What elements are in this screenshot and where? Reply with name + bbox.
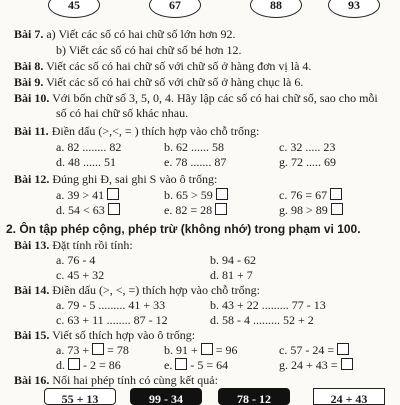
exercise-text: Điền dấu (>,<, = ) thích hợp vào chỗ trống: <box>51 124 260 138</box>
exercise-text: Đúng ghi Đ, sai ghi S vào ô trống: <box>52 172 218 186</box>
statement: e. 82 = 28 <box>164 203 213 217</box>
compare-item: d. 58 - 4 ......... 52 + 2 <box>210 313 314 327</box>
expr-post: = 78 <box>107 343 129 357</box>
true-false-item <box>56 203 120 217</box>
answer-box[interactable] <box>331 203 343 215</box>
answer-box[interactable] <box>330 188 342 200</box>
expression-card[interactable]: 55 + 13 <box>44 388 116 405</box>
expression-card[interactable]: 24 + 43 <box>313 388 385 405</box>
true-false-item <box>164 203 227 217</box>
expr-pre: c. 57 - 24 = <box>279 343 335 357</box>
exercise-label: Bài 11. <box>14 124 49 138</box>
exercise-text: a) Viết các số có hai chữ số lớn hơn 92. <box>46 27 236 41</box>
exercise-15 <box>14 328 195 342</box>
expr-post: - 2 = 86 <box>83 358 121 372</box>
statement: b. 65 > 59 <box>164 188 213 202</box>
exercise-text: Nối hai phép tính có cùng kết quả: <box>52 373 218 387</box>
exercise-7b: b) Viết các số có hai chữ số bé hơn 12. <box>56 43 242 57</box>
exercise-8 <box>14 59 311 73</box>
answer-box[interactable] <box>216 188 228 200</box>
exercise-text: Viết các số có hai chữ số với chữ số ở hàng đơn vị là 4. <box>46 59 312 73</box>
answer-box[interactable] <box>337 343 349 355</box>
number-oval: 67 <box>149 0 201 18</box>
compare-item: a. 82 ........ 82 <box>56 140 122 154</box>
number-oval: 88 <box>250 0 302 18</box>
exercise-text: Viết số thích hợp vào ô trống: <box>52 328 196 342</box>
compare-item: b. 43 + 22 ......... 77 - 13 <box>210 298 326 312</box>
true-false-item <box>279 203 343 217</box>
exercise-9 <box>14 75 303 89</box>
answer-box[interactable] <box>108 203 120 215</box>
exercise-11 <box>14 124 259 138</box>
answer-box[interactable] <box>201 343 213 355</box>
true-false-item <box>56 188 119 202</box>
true-false-item <box>279 188 342 202</box>
fill-item <box>279 343 349 357</box>
exercise-7 <box>14 27 236 41</box>
expr-post: - 5 = 64 <box>190 358 229 372</box>
statement: g. 98 > 89 <box>279 203 328 217</box>
exercise-label: Bài 8. <box>14 59 44 73</box>
exercise-label: Bài 15. <box>14 328 50 342</box>
answer-box[interactable] <box>175 358 187 370</box>
calc-item: b. 94 - 62 <box>210 253 256 267</box>
exercise-14 <box>14 283 260 297</box>
exercise-label: Bài 7. <box>14 27 44 41</box>
expr-pre: b. 91 + <box>164 343 198 357</box>
compare-item: c. 63 + 11 ........ 87 - 12 <box>56 313 168 327</box>
exercise-12 <box>14 172 217 186</box>
answer-box[interactable] <box>92 343 104 355</box>
exercise-label: Bài 9. <box>14 75 44 89</box>
expression-card[interactable]: 99 - 34 <box>130 388 202 405</box>
answer-box[interactable] <box>341 358 353 370</box>
exercise-16 <box>14 373 218 387</box>
calc-item: c. 45 + 32 <box>56 268 105 282</box>
exercise-label: Bài 16. <box>14 373 50 387</box>
fill-item <box>279 358 353 372</box>
exercise-10-line2: số có hai chữ số khác nhau. <box>56 106 189 120</box>
exercise-label: Bài 10. <box>14 91 50 105</box>
fill-item <box>56 358 121 372</box>
expr-pre: d. <box>56 358 65 372</box>
statement: a. 39 > 41 <box>56 188 105 202</box>
compare-item: c. 32 ..... 23 <box>279 140 336 154</box>
exercise-13 <box>14 238 133 252</box>
answer-box[interactable] <box>215 203 227 215</box>
expr-pre: a. 73 + <box>56 343 90 357</box>
compare-item: d. 48 ...... 51 <box>56 155 116 169</box>
calc-item: d. 81 + 7 <box>210 268 253 282</box>
calc-item: a. 76 - 4 <box>56 253 96 267</box>
exercise-text: Điền dấu (>, <, =) thích hợp vào chỗ trống: <box>52 283 260 297</box>
exercise-label: Bài 12. <box>14 172 50 186</box>
fill-item <box>164 358 228 372</box>
exercise-10 <box>14 91 378 105</box>
compare-item: g. 72 ..... 69 <box>279 155 336 169</box>
expression-card[interactable]: 78 - 12 <box>218 388 290 405</box>
expr-post: = 96 <box>215 343 238 357</box>
exercise-label: Bài 13. <box>14 238 50 252</box>
compare-item: e. 78 ....... 87 <box>164 155 227 169</box>
expr-pre: e. <box>164 358 173 372</box>
compare-item: a. 79 - 5 ......... 41 + 33 <box>56 298 166 312</box>
statement: c. 76 = 67 <box>279 188 328 202</box>
exercise-label: Bài 14. <box>14 283 50 297</box>
number-oval: 93 <box>328 0 380 18</box>
number-oval: 45 <box>48 0 100 18</box>
statement: d. 54 < 63 <box>56 203 105 217</box>
fill-item <box>56 343 129 357</box>
expr-pre: g. 24 + 43 = <box>279 358 338 372</box>
answer-box[interactable] <box>68 358 80 370</box>
fill-item <box>164 343 238 357</box>
answer-box[interactable] <box>107 188 119 200</box>
exercise-text: Đặt tính rồi tính: <box>52 238 133 252</box>
exercise-text: Với bốn chữ số 3, 5, 0, 4. Hãy lập các số có hai chữ số, sao cho mỗi <box>52 91 378 105</box>
exercise-text: Viết các số có hai chữ số với chữ số ở hàng chục là 6. <box>46 75 304 89</box>
true-false-item <box>164 188 228 202</box>
section-heading: 2. Ôn tập phép cộng, phép trừ (không nhớ) trong phạm vi 100. <box>6 222 361 236</box>
compare-item: b. 62 ...... 58 <box>164 140 224 154</box>
